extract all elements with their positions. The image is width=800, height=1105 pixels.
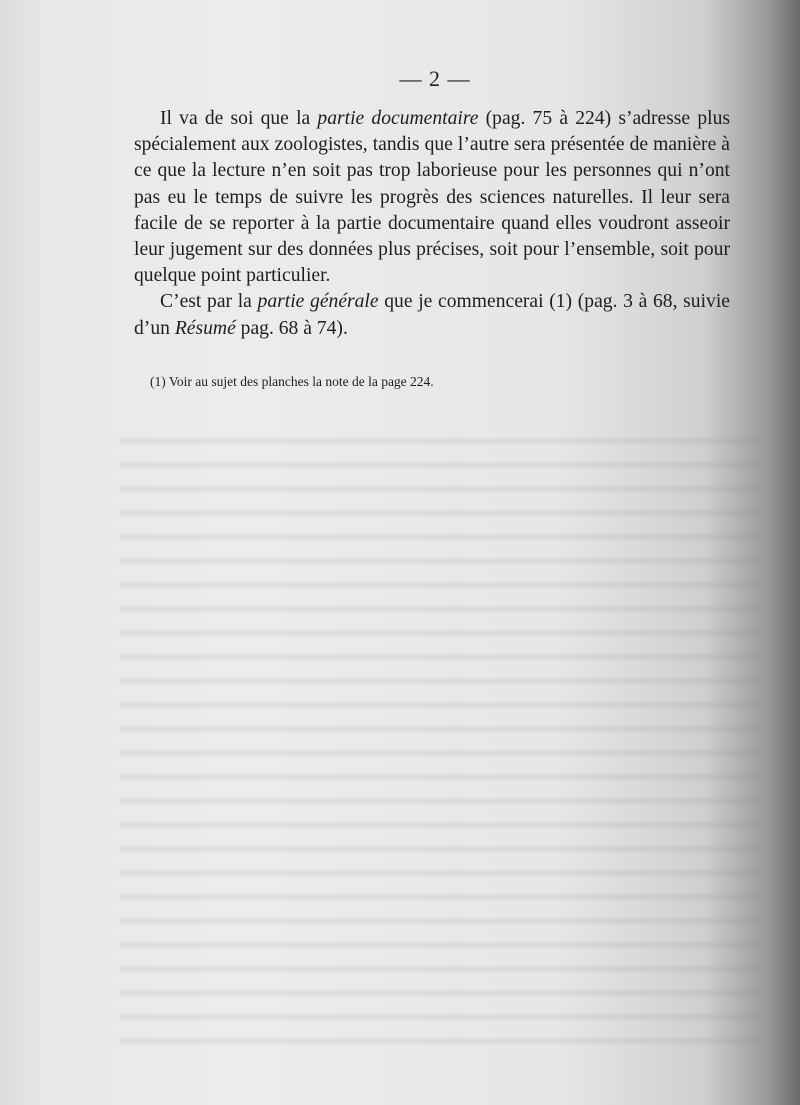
italic-term: partie documentaire <box>317 108 479 129</box>
italic-term: partie générale <box>257 291 379 313</box>
page-number: — 2 — <box>399 66 471 91</box>
paragraph-2: C’est par la partie générale que je commencerai (1) (pag. 3 à 68, suivie d’un Résumé pag. 68 à 74). <box>134 291 730 339</box>
footnote: (1) Voir au sujet des planches la note de la page 224. <box>150 374 434 389</box>
body-text <box>134 106 730 342</box>
show-through-text <box>120 420 760 1060</box>
paragraph-1: Il va de soi que la partie documentaire (pag. 75 à 224) s’adresse plus spécialement aux zoologistes, tandis que l’autre sera présentée de manière à ce que la lecture n’en soit pas trop laborieuse pour les personnes qui n’ont pas eu le temps de suivre les progrès des sciences naturelles. Il leur sera facile de se reporter à la partie documentaire quand elles voudront asseoir leur jugement sur des données plus précises, soit pour l’ensemble, soit pour quelque point particulier. <box>134 108 730 287</box>
italic-term: Résumé <box>174 317 236 339</box>
